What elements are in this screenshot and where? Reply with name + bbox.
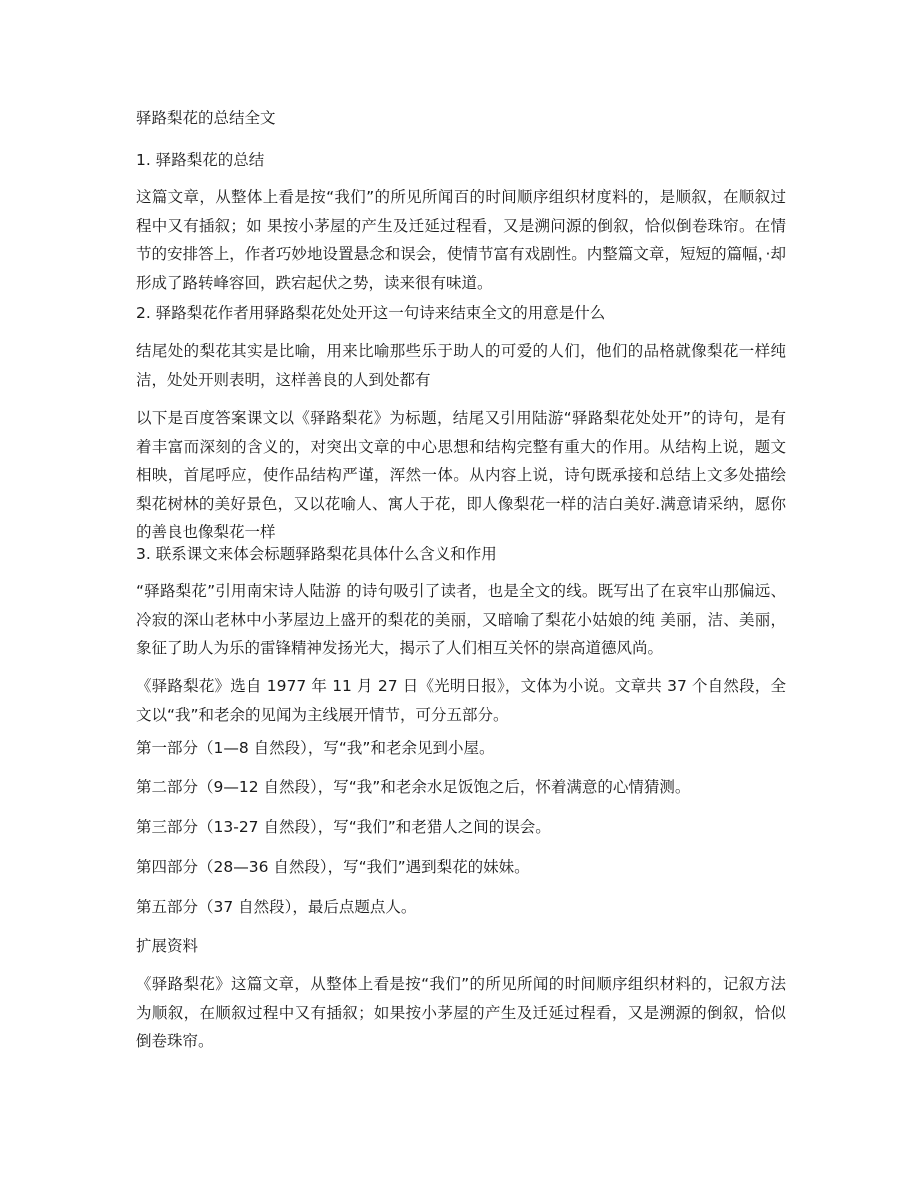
section-heading-1: 1. 驿路梨花的总结 bbox=[136, 151, 265, 169]
part-2-item: 第二部分（9—12 自然段），写“我”和老余水足饭饱之后，怀着满意的心情猜测。 bbox=[136, 778, 691, 796]
part-5-item: 第五部分（37 自然段），最后点题点人。 bbox=[136, 898, 417, 916]
extension-paragraph: 《驿路梨花》这篇文章，从整体上看是按“我们”的所见所闻的时间顺序组织材料的，记叙方法为顺叙，在顺叙过程中又有插叙；如果按小茅屋的产生及迁延过程看，又是溯源的倒叙，恰似倒卷珠帘。 bbox=[136, 975, 786, 1050]
section-2-paragraph-2: 以下是百度答案课文以《驿路梨花》为标题，结尾又引用陆游“驿路梨花处处开”的诗句，是有着丰富而深刻的含义的，对突出文章的中心思想和结构完整有重大的作用。从结构上说，题文相映，首尾呼应，使作品结构严谨，浑然一体。从内容上说，诗句既承接和总结上文多处描绘梨花树林的美好景色，又以花喻人、寓人于花，即人像梨花一样的洁白美好.满意请采纳，愿你的善良也像梨花一样 bbox=[136, 409, 786, 541]
section-3-paragraph-1: “驿路梨花”引用南宋诗人陆游 的诗句吸引了读者，也是全文的线。既写出了在哀牢山那偏远、冷寂的深山老林中小茅屋边上盛开的梨花的美丽，又暗喻了梨花小姑娘的纯 美丽，洁、美丽，象征了助人为乐的雷锋精神发扬光大，揭示了人们相互关怀的崇高道德风尚。 bbox=[136, 582, 786, 657]
section-heading-2: 2. 驿路梨花作者用驿路梨花处处开这一句诗来结束全文的用意是什么 bbox=[136, 304, 606, 322]
section-3-paragraph-2: 《驿路梨花》选自 1977 年 11 月 27 日《光明日报》，文体为小说。文章共 37 个自然段，全文以“我”和老余的见闻为主线展开情节，可分五部分。 bbox=[136, 677, 786, 724]
section-heading-3: 3. 联系课文来体会标题驿路梨花具体什么含义和作用 bbox=[136, 545, 497, 563]
part-4-item: 第四部分（28—36 自然段），写“我们”遇到梨花的妹妹。 bbox=[136, 858, 530, 876]
part-3-item: 第三部分（13-27 自然段），写“我们”和老猎人之间的误会。 bbox=[136, 818, 551, 836]
part-1-item: 第一部分（1—8 自然段），写“我”和老余见到小屋。 bbox=[136, 739, 495, 757]
section-2-paragraph-1: 结尾处的梨花其实是比喻，用来比喻那些乐于助人的可爱的人们，他们的品格就像梨花一样纯洁，处处开则表明，这样善良的人到处都有 bbox=[136, 342, 786, 389]
document-title: 驿路梨花的总结全文 bbox=[136, 109, 276, 127]
section-1-paragraph-1: 这篇文章，从整体上看是按“我们”的所见所闻百的时间顺序组织材度料的，是顺叙，在顺叙过程中又有插叙；如 果按小茅屋的产生及迁延过程看，又是溯问源的倒叙，恰似倒卷珠帘。在情节的安排答上，作者巧妙地设置悬念和误会，使情节富有戏剧性。内整篇文章，短短的篇幅，·却形成了路转峰容回，跌宕起伏之势，读来很有味道。 bbox=[136, 188, 786, 292]
extension-heading: 扩展资料 bbox=[136, 937, 199, 955]
